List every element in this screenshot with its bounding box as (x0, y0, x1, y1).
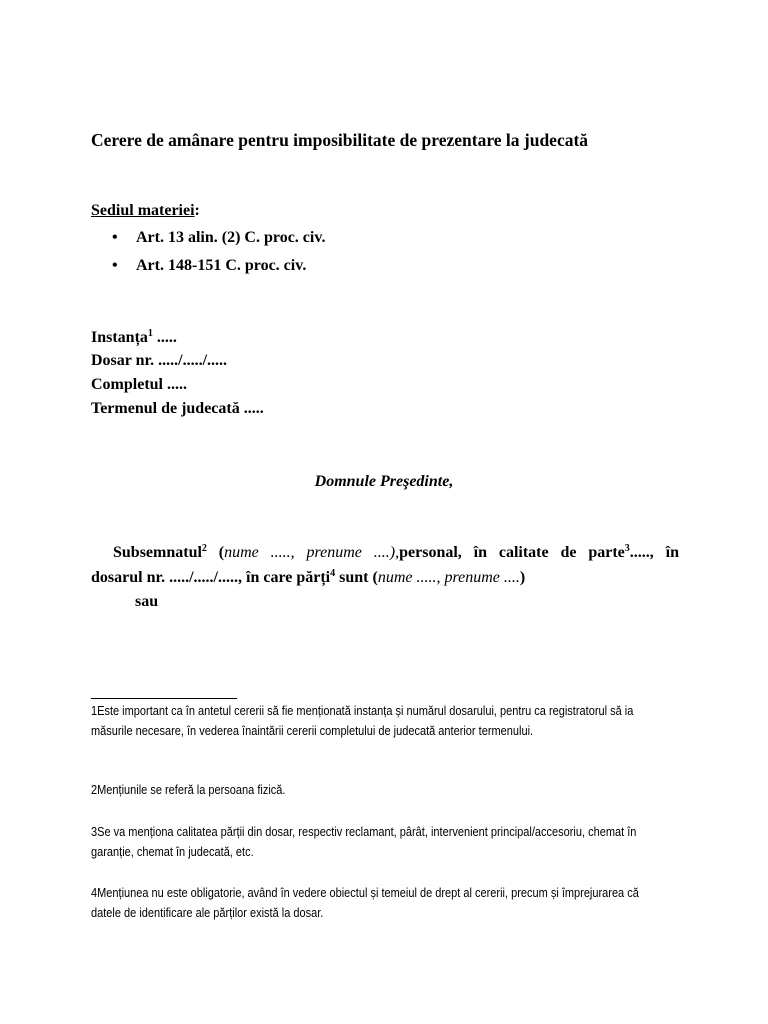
name-placeholder: nume ....., prenume ....), (224, 544, 400, 561)
parti-placeholder: nume ....., prenume .... (377, 569, 520, 586)
sunt-text: sunt ( (335, 569, 378, 586)
footnote-4: 4Mențiunea nu este obligatorie, având în vedere obiectul și temeiul de drept al cererii, precum și împrejurarea că datele de identificare ale părților există la dosar. (91, 886, 639, 920)
sediul-materiei-colon: : (194, 202, 200, 219)
body-line-1 (91, 544, 679, 562)
subsemnatul-word: Subsemnatul (113, 544, 202, 561)
dosar-field: Dosar nr. ...../...../..... (91, 352, 228, 369)
footnote-ref-1: 1 (147, 328, 153, 339)
bullet-icon: • (112, 257, 118, 274)
document-title: Cerere de amânare pentru imposibilitate de prezentare la judecată (91, 130, 589, 150)
instanta-value: ..... (152, 329, 177, 346)
footnote-ref-4: 4 (330, 568, 336, 579)
open-paren: ( (206, 544, 225, 561)
footnote-ref-2: 2 (201, 543, 207, 554)
bullet-icon: • (112, 229, 118, 246)
sediul-materiei-label: Sediul materiei (91, 202, 195, 219)
footnote-ref-3: 3 (624, 543, 630, 554)
legal-basis-item (112, 257, 306, 275)
after-parte-text: ....., în (629, 544, 680, 561)
greeting: Domnule Preşedinte, (314, 473, 454, 490)
sediul-materiei-heading (91, 202, 200, 220)
personal-text: personal, în calitate de parte (399, 544, 625, 561)
termenul-field: Termenul de judecată ..... (91, 400, 264, 417)
sau-text: sau (135, 593, 159, 610)
legal-basis-text: Art. 148-151 C. proc. civ. (136, 257, 307, 274)
completul-field: Completul ..... (91, 376, 187, 393)
footnote-3: 3Se va menționa calitatea părții din dosar, respectiv reclamant, pârât, intervenient principal/accesoriu, chemat în garanție, chemat în judecată, etc. (91, 825, 637, 859)
close-paren: ) (519, 569, 526, 586)
instanta-field (91, 329, 177, 347)
dosarul-text: dosarul nr. ...../...../....., în care părți (91, 569, 331, 586)
footnote-1: 1Este important ca în antetul cererii să fie menționată instanța și numărul dosarului, pentru ca registratorul să ia măsurile necesare, în vederea înaintării cererii completului de judecată anterior termenului. (91, 704, 634, 738)
body-line-2 (91, 569, 679, 587)
footnote-separator (91, 698, 237, 699)
legal-basis-item (112, 229, 325, 247)
legal-basis-text: Art. 13 alin. (2) C. proc. civ. (136, 229, 326, 246)
instanta-label: Instanța (91, 329, 148, 346)
footnote-2: 2Mențiunile se referă la persoana fizică. (91, 783, 286, 797)
